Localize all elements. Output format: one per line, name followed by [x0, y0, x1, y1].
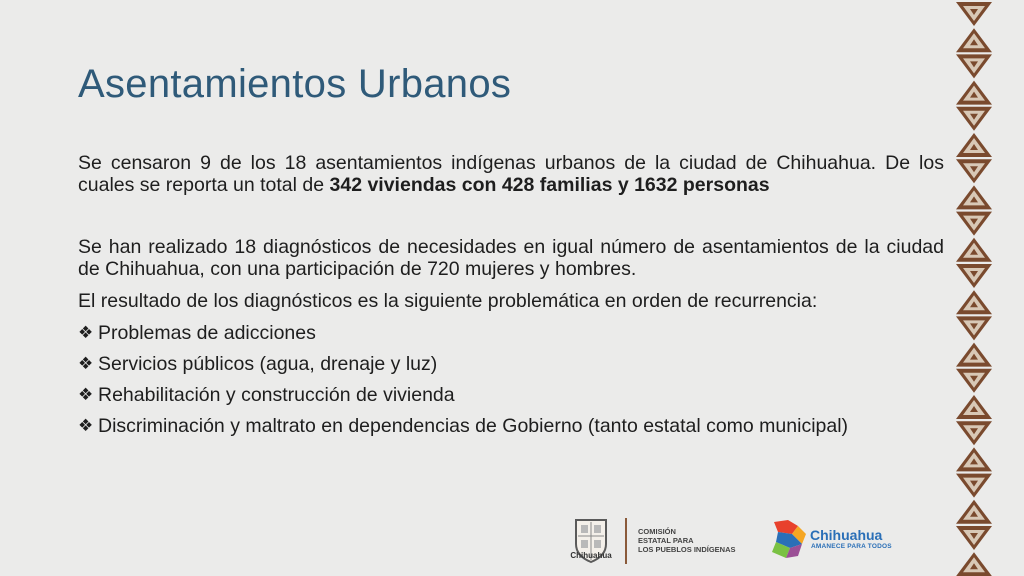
list-item [78, 415, 944, 437]
list-item-text: Rehabilitación y construcción de vivienda [98, 384, 455, 406]
slide-title: Asentamientos Urbanos [78, 62, 512, 106]
chihuahua-brand-icon [768, 518, 808, 560]
commission-line-3: LOS PUEBLOS INDÍGENAS [638, 545, 736, 554]
census-text: Se censaron 9 de los 18 asentamientos indígenas urbanos de la ciudad de Chihuahua. De los cuales se reporta un total de [78, 152, 944, 196]
brand-name: Chihuahua [810, 527, 883, 543]
logo-state-label: Chihuahua [570, 551, 612, 560]
diamond-bullet-icon: ❖ [78, 385, 94, 404]
paragraph-census [78, 152, 944, 196]
list-item [78, 353, 944, 375]
diamond-bullet-icon: ❖ [78, 354, 94, 373]
diamond-bullet-icon: ❖ [78, 416, 94, 435]
paragraph-results: El resultado de los diagnósticos es la siguiente problemática en orden de recurrencia: [78, 290, 818, 312]
list-item [78, 322, 944, 344]
list-item-text: Problemas de adicciones [98, 322, 316, 344]
paragraph-diagnostics: Se han realizado 18 diagnósticos de necesidades en igual número de asentamientos de la ciudad de Chihuahua, con una participación de 720 mujeres y hombres. [78, 236, 944, 280]
commission-line-2: ESTATAL PARA [638, 536, 694, 545]
problem-list [78, 322, 944, 437]
state-seal-icon [566, 516, 616, 568]
slide-content [78, 152, 944, 446]
brand-tagline: AMANECE PARA TODOS [811, 543, 892, 550]
list-item-text: Servicios públicos (agua, drenaje y luz) [98, 353, 438, 375]
triangle-pattern-border-icon [950, 0, 998, 576]
commission-line-1: COMISIÓN [638, 527, 676, 536]
commission-logo-text [638, 527, 758, 554]
diamond-bullet-icon: ❖ [78, 323, 94, 342]
footer-divider [625, 518, 627, 564]
census-highlight: 342 viviendas con 428 familias y 1632 personas [329, 174, 770, 196]
list-item [78, 384, 944, 406]
list-item-text: Discriminación y maltrato en dependencias de Gobierno (tanto estatal como municipal) [98, 415, 849, 437]
